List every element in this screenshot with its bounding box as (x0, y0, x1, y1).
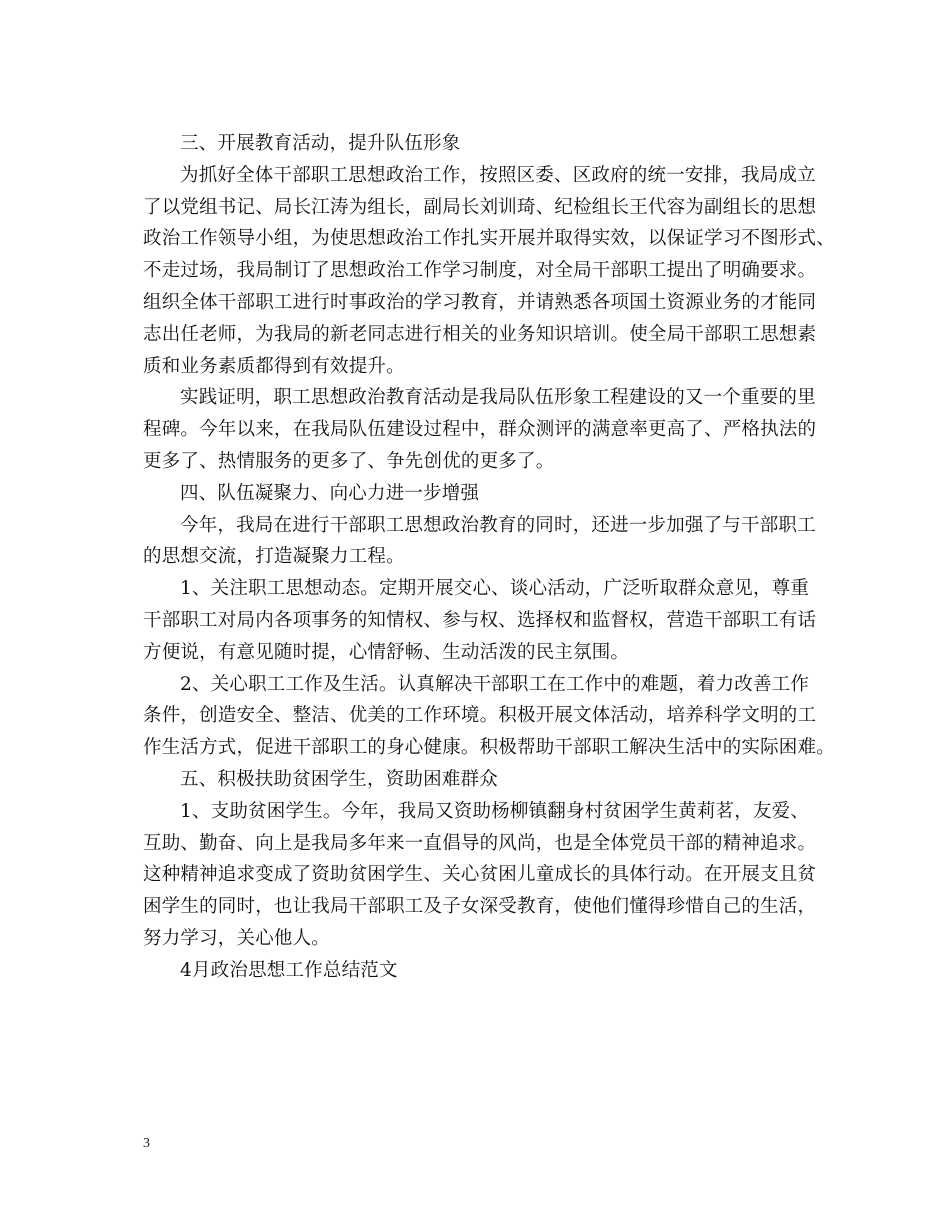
text-line: 干部职工对局内各项事务的知情权、参与权、选择权和监督权，营造干部职工有话 (143, 609, 817, 631)
text-line: 今年，我局在进行干部职工思想政治教育的同时，还进一步加强了与干部职工 (180, 514, 816, 536)
text-line: 互助、勤奋、向上是我局多年来一直倡导的风尚，也是全体党员干部的精神追求。 (143, 832, 817, 854)
text-line: 努力学习，关心他人。 (143, 927, 331, 949)
text-line: 困学生的同时，也让我局干部职工及子女深受教育，使他们懂得珍惜自己的生活， (143, 896, 817, 918)
text-line: 三、开展教育活动，提升队伍形象 (180, 133, 461, 154)
text-line: 质和业务素质都得到有效提升。 (143, 355, 405, 377)
text-line: 更多了、热情服务的更多了、争先创优的更多了。 (143, 450, 555, 472)
text-line: 的思想交流，打造凝聚力工程。 (143, 546, 405, 568)
text-line: 政治工作领导小组，为使思想政治工作扎实开展并取得实效，以保证学习不图形式、 (143, 228, 835, 250)
text-line: 4月政治思想工作总结范文 (180, 959, 398, 981)
text-line: 不走过场，我局制订了思想政治工作学习制度，对全局干部职工提出了明确要求。 (143, 260, 817, 282)
page-number: 3 (143, 1136, 150, 1151)
text-line: 五、积极扶助贫困学生，资助困难群众 (180, 768, 498, 790)
text-line: 作生活方式，促进干部职工的身心健康。积极帮助干部职工解决生活中的实际困难。 (143, 737, 835, 759)
text-line: 2、关心职工工作及生活。认真解决干部职工在工作中的难题，着力改善工作 (180, 673, 810, 695)
document-body (143, 128, 835, 987)
text-line: 志出任老师，为我局的新老同志进行相关的业务知识培训。使全局干部职工思想素 (143, 323, 817, 345)
text-line: 条件，创造安全、整洁、优美的工作环境。积极开展文体活动，培养科学文明的工 (143, 705, 817, 727)
text-line: 1、支助贫困学生。今年，我局又资助杨柳镇翻身村贫困学生黄莉茗，友爱、 (180, 800, 810, 822)
text-line: 组织全体干部职工进行时事政治的学习教育，并请熟悉各项国土资源业务的才能同 (143, 291, 817, 313)
text-line: 程碑。今年以来，在我局队伍建设过程中，群众测评的满意率更高了、严格执法的 (143, 419, 817, 441)
text-line: 1、关注职工思想动态。定期开展交心、谈心活动，广泛听取群众意见，尊重 (180, 578, 810, 600)
text-line: 为抓好全体干部职工思想政治工作，按照区委、区政府的统一安排，我局成立 (180, 164, 816, 186)
text-line: 实践证明，职工思想政治教育活动是我局队伍形象工程建设的又一个重要的里 (180, 387, 816, 409)
text-line: 四、队伍凝聚力、向心力进一步增强 (180, 482, 480, 504)
text-line: 了以党组书记、局长江涛为组长，副局长刘训琦、纪检组长王代容为副组长的思想 (143, 196, 817, 218)
text-line: 方便说，有意见随时提，心情舒畅、生动活泼的民主氛围。 (143, 641, 630, 663)
text-line: 这种精神追求变成了资助贫困学生、关心贫困儿童成长的具体行动。在开展支且贫 (143, 864, 817, 886)
